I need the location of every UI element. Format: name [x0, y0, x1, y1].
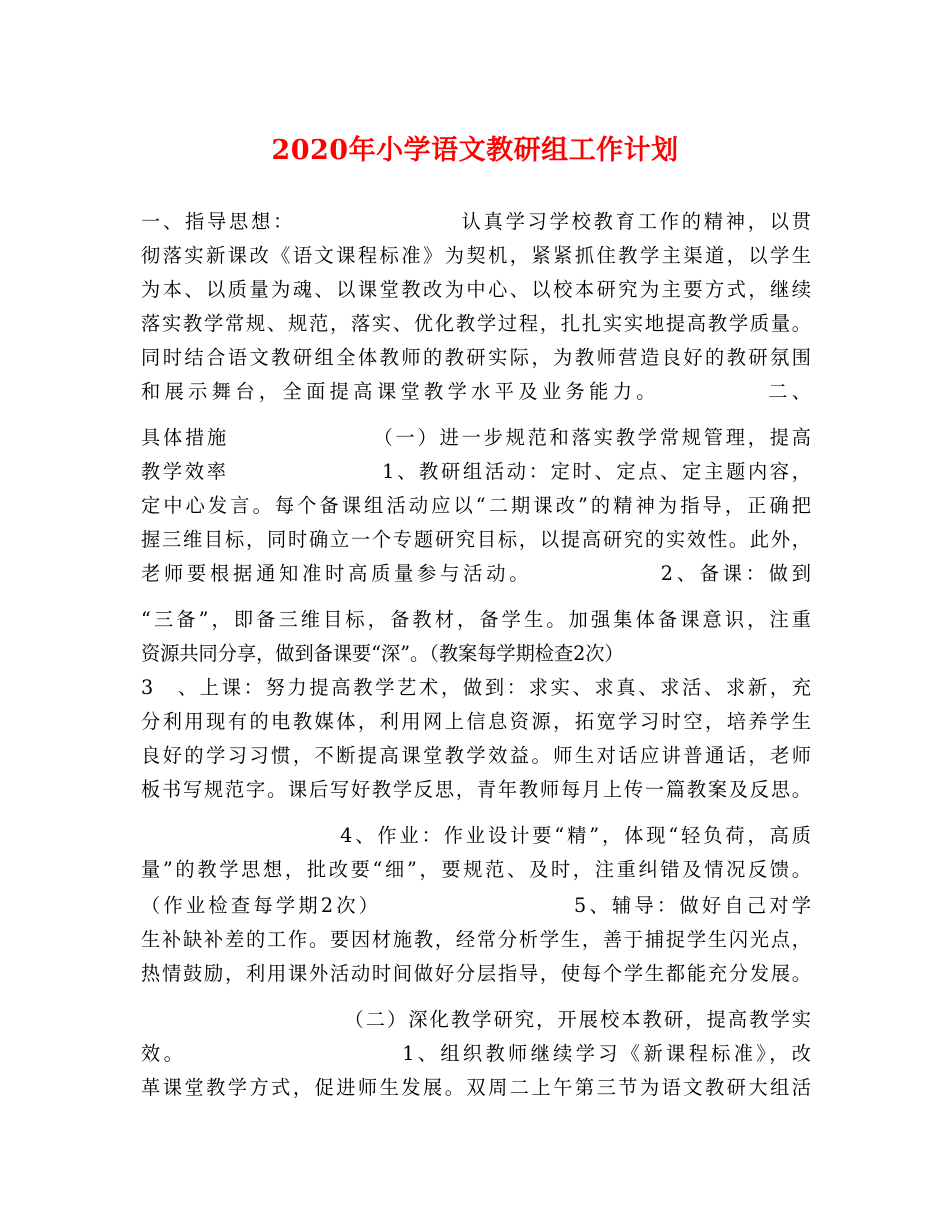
body-line-1: 一、指导思想： 认真学习学校教育工作的精神，以贯: [141, 210, 811, 233]
body-line-22: 热情鼓励，利用课外活动时间做好分层指导，使每个学生都能充分发展。: [141, 962, 811, 985]
body-line-15: 分利用现有的电教媒体，利用网上信息资源，拓宽学习时空，培养学生: [141, 710, 811, 733]
body-line-16: 良好的学习习惯，不断提高课堂教学效益。师生对话应讲普通话，老师: [141, 744, 811, 767]
body-line-4: 落实教学常规、规范，落实、优化教学过程，扎扎实实地提高教学质量。: [141, 312, 811, 335]
body-line-8: 教学效率 1、教研组活动：定时、定点、定主题内容，: [141, 460, 811, 483]
body-line-23: （二）深化教学研究，开展校本教研，提高教学实: [141, 1008, 811, 1031]
body-line-17: 板书写规范字。课后写好教学反思，青年教师每月上传一篇教案及反思。: [141, 778, 811, 801]
body-line-24: 效。 1、组织教师继续学习《新课程标准》，改: [141, 1042, 811, 1065]
body-line-19: 量”的教学思想，批改要“细”，要规范、及时，注重纠错及情况反馈。: [141, 858, 811, 881]
body-line-21: 生补缺补差的工作。要因材施教，经常分析学生，善于捕捉学生闪光点，: [141, 928, 811, 951]
body-line-10: 握三维目标，同时确立一个专题研究目标，以提高研究的实效性。此外，: [141, 528, 811, 551]
body-line-12: “三备”，即备三维目标，备教材，备学生。加强集体备课意识，注重: [141, 608, 811, 631]
body-line-20: （作业检查每学期2次） 5、辅导：做好自己对学: [141, 894, 811, 917]
body-line-25: 革课堂教学方式，促进师生发展。双周二上午第三节为语文教研大组活: [141, 1076, 811, 1099]
body-line-14: 3 、上课：努力提高教学艺术，做到：求实、求真、求活、求新，充: [141, 676, 811, 699]
body-line-9: 定中心发言。每个备课组活动应以“二期课改”的精神为指导，正确把: [141, 494, 811, 517]
body-line-5: 同时结合语文教研组全体教师的教研实际，为教师营造良好的教研氛围: [141, 346, 811, 369]
body-line-2: 彻落实新课改《语文课程标准》为契机，紧紧抓住教学主渠道，以学生: [141, 244, 811, 267]
body-line-6: 和展示舞台，全面提高课堂教学水平及业务能力。 二、: [141, 380, 811, 403]
body-line-13: 资源共同分享，做到备课要“深”。（教案每学期检查2次）: [141, 642, 624, 665]
body-line-11: 老师要根据通知准时高质量参与活动。 2、备课：做到: [141, 562, 811, 585]
body-line-3: 为本、以质量为魂、以课堂教改为中心、以校本研究为主要方式，继续: [141, 278, 811, 301]
body-line-7: 具体措施 （一）进一步规范和落实教学常规管理，提高: [141, 426, 811, 449]
body-line-18: 4、作业：作业设计要“精”，体现“轻负荷，高质: [141, 824, 811, 847]
document-title: 2020年小学语文教研组工作计划: [271, 135, 679, 166]
